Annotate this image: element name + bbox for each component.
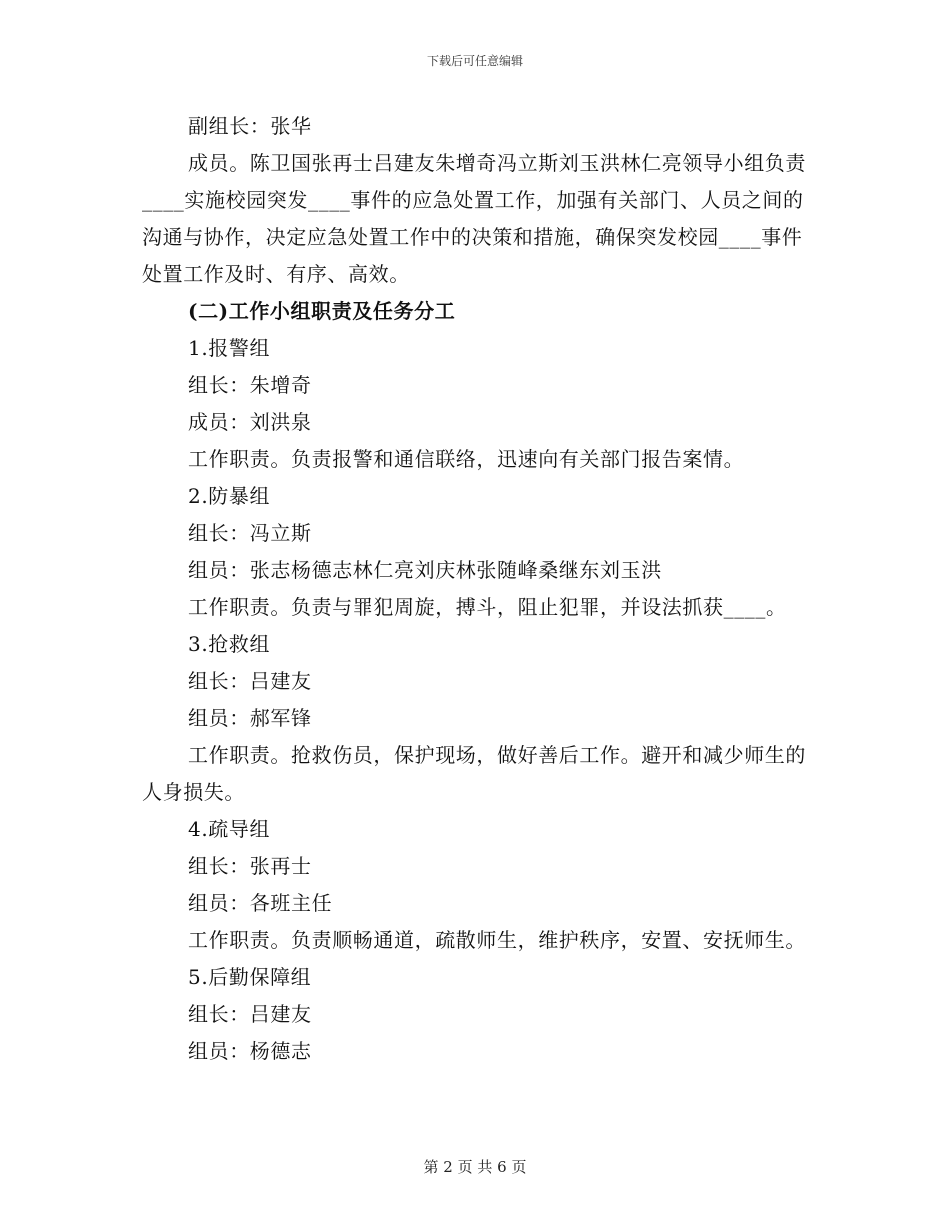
group-leader-line: 组长：张再士 (188, 854, 312, 878)
document-body (142, 108, 810, 1070)
group-members-line: 成员：刘洪泉 (188, 410, 312, 434)
group-title-alarm: 1.报警组 (188, 336, 271, 360)
group-members-line: 组员：郝军锋 (188, 706, 312, 730)
section-heading: (二)工作小组职责及任务分工 (188, 299, 456, 323)
group-members-line: 组员：杨德志 (188, 1039, 312, 1063)
page-header: 下载后可任意编辑 (426, 54, 523, 68)
group-members-line: 组员：各班主任 (188, 891, 333, 915)
group-duty-paragraph: 工作职责。负责报警和通信联络，迅速向有关部门报告案情。 (188, 447, 745, 471)
group-leader-line: 组长：朱增奇 (188, 373, 312, 397)
group-leader-line: 组长：吕建友 (188, 1002, 312, 1026)
group-title-logistics: 5.后勤保障组 (188, 965, 312, 989)
group-duty-paragraph: 工作职责。负责与罪犯周旋，搏斗，阻止犯罪，并设法抓获____。 (188, 595, 787, 619)
group-title-riot: 2.防暴组 (188, 484, 271, 508)
group-title-rescue: 3.抢救组 (188, 632, 271, 656)
group-duty-paragraph: 工作职责。抢救伤员，保护现场，做好善后工作。避开和减少师生的人身损失。 (142, 743, 806, 804)
deputy-leader-line: 副组长：张华 (188, 114, 312, 138)
members-paragraph: 成员。陈卫国张再士吕建友朱增奇冯立斯刘玉洪林仁亮领导小组负责____实施校园突发____事件的应急处置工作，加强有关部门、人员之间的沟通与协作，决定应急处置工作中的决策和措施，确保突发校园____事件处置工作及时、有序、高效。 (142, 151, 806, 286)
group-title-evacuation: 4.疏导组 (188, 817, 271, 841)
group-leader-line: 组长：冯立斯 (188, 521, 312, 545)
page-footer: 第 2 页 共 6 页 (423, 1158, 527, 1176)
group-leader-line: 组长：吕建友 (188, 669, 312, 693)
group-members-line: 组员：张志杨德志林仁亮刘庆林张随峰桑继东刘玉洪 (188, 558, 662, 582)
group-duty-paragraph: 工作职责。负责顺畅通道，疏散师生，维护秩序，安置、安抚师生。 (188, 928, 806, 952)
